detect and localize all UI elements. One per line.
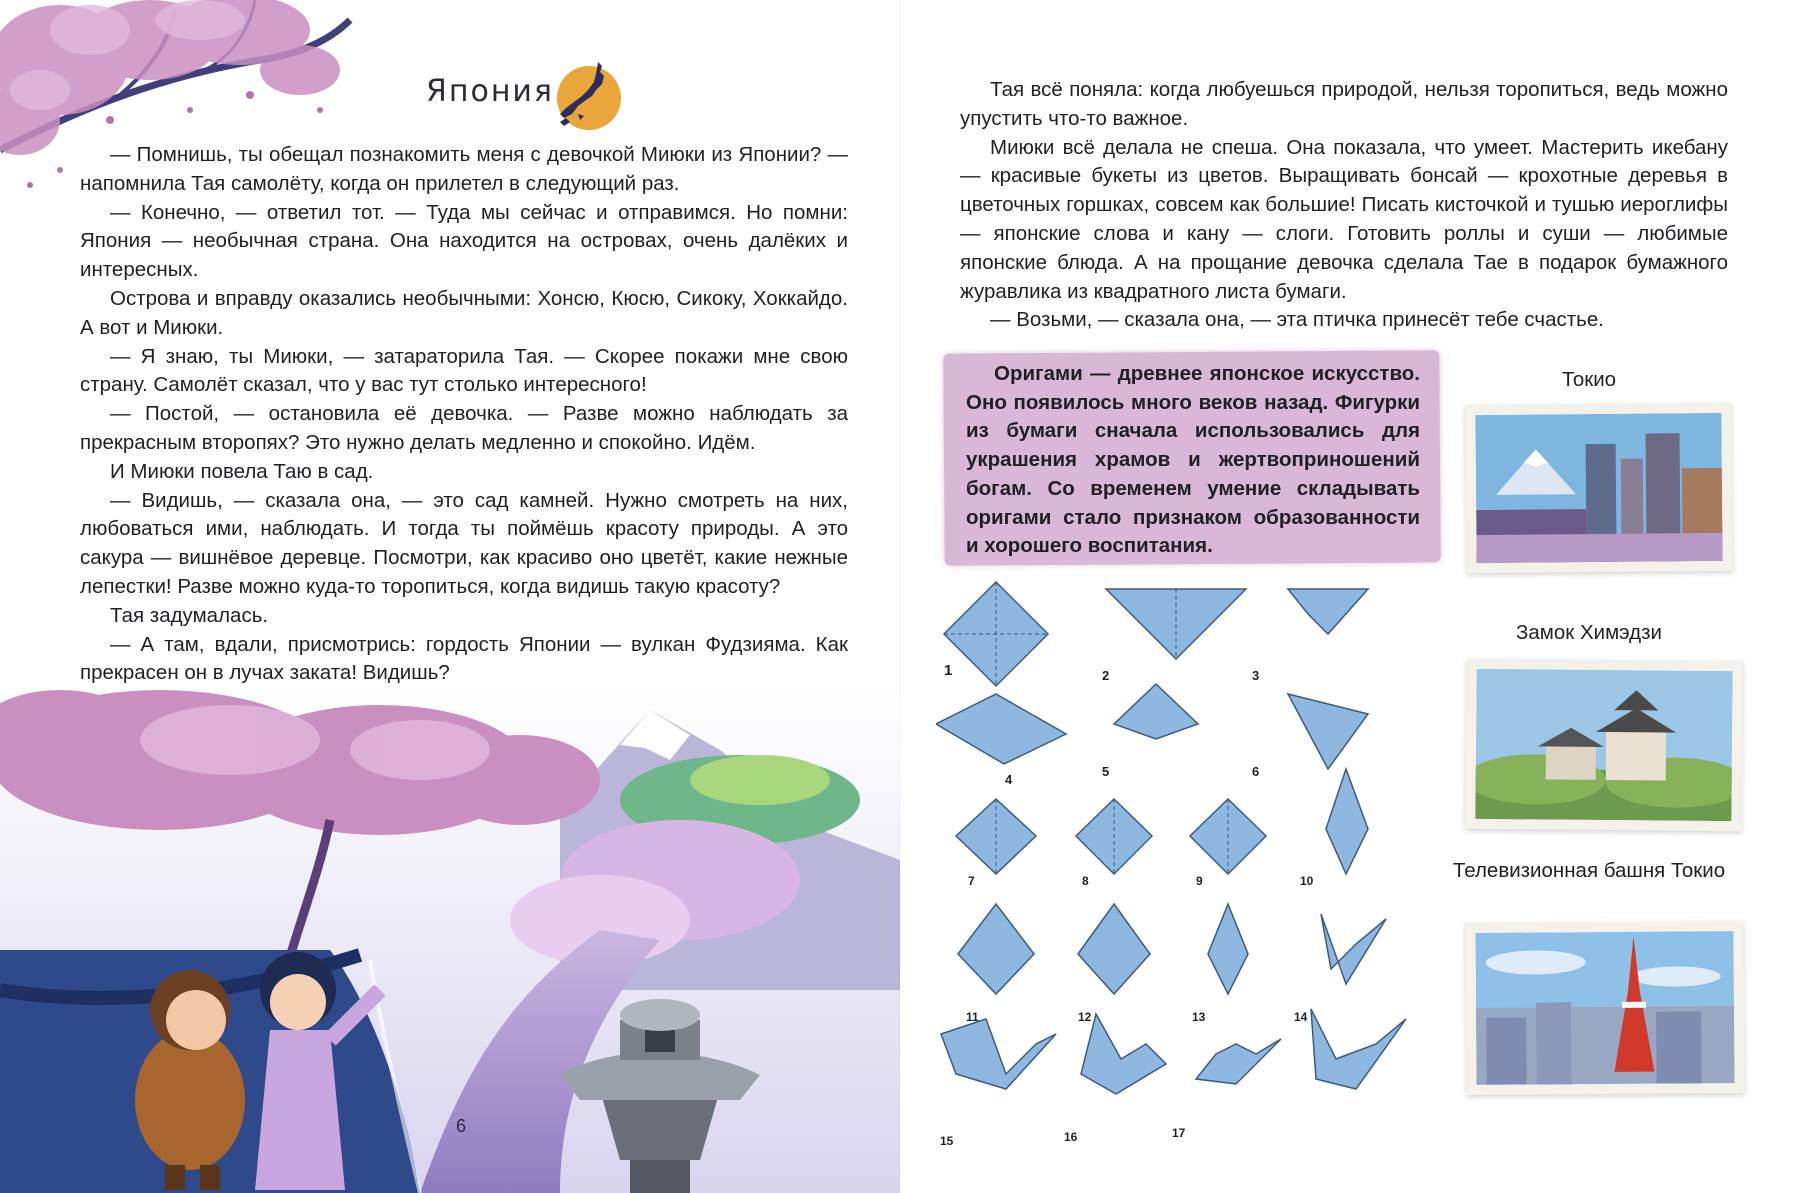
step-number: 6 (1252, 764, 1260, 779)
step-number: 14 (1294, 1010, 1308, 1024)
photo-himeji-castle (1465, 659, 1742, 831)
step-number: 15 (940, 1134, 954, 1148)
paragraph: И Миюки повела Таю в сад. (110, 459, 374, 483)
paragraph: — Видишь, — сказала она, — это сад камней. Нужно смотреть на них, любоваться ими, наблюдать. И тогда ты поймёшь красоту природы. А это сакура — вишнёвое деревце. Посмотри, как красиво оно цветёт, какие нежные лепестки! Разве можно куда-то торопиться, когда видишь такую красоту? (80, 488, 848, 598)
paragraph: — Я знаю, ты Миюки, — затараторила Тая. — Скорее покажи мне свою страну. Самолёт сказал, что у вас тут столько интересного! (80, 344, 848, 397)
chapter-title: Япония (426, 74, 554, 109)
step-number: 5 (1102, 764, 1110, 779)
tokyo-skyline-image (1475, 413, 1722, 563)
japanese-garden-illustration (0, 690, 900, 1193)
step-number: 11 (966, 1010, 979, 1024)
himeji-castle-image (1475, 669, 1732, 821)
tokyo-tower-image (1475, 931, 1734, 1085)
paragraph: — А там, вдали, присмотрись: гордость Японии — вулкан Фудзияма. Как прекрасен он в лучах заката! Видишь? (80, 632, 848, 685)
step-number: 4 (1005, 772, 1013, 787)
step-number: 1 (944, 662, 953, 679)
photo-caption-tokyo-tower: Телевизионная башня Токио (1452, 859, 1726, 882)
step-number: 10 (1300, 874, 1314, 888)
photo-caption-himeji: Замок Химэдзи (1516, 621, 1662, 644)
paragraph: Острова и вправду оказались необычными: Хонсю, Кюсю, Сикоку, Хоккайдо. А вот и Миюки. (80, 286, 848, 339)
paragraph: Миюки всё делала не спеша. Она показала, что умеет. Мастерить икебану — красивые букеты из цветов. Выращивать бонсай — крохотные деревья в цветочных горшках, совсем как большие! Писать кисточкой и тушью иероглифы — японские слова и кану — слоги. Готовить роллы и суши — любимые японские блюда. А на прощание девочка сделала Тае в подарок бумажного журавлика из квадратного листа бумаги. (960, 135, 1728, 303)
chapter-heading (420, 44, 630, 134)
info-paragraph: Оригами — древнее японское искусство. Оно появилось много веков назад. Фигурки из бумаги сначала использовались для украшения храмов и жертвоприношений богам. Со временем умение складывать оригами стало признаком образованности и хорошего воспитания. (966, 362, 1420, 558)
paragraph: — Постой, — остановила её девочка. — Разве можно наблюдать за прекрасным второпях? Это нужно делать медленно и спокойно. Идём. (80, 402, 848, 454)
step-number: 13 (1192, 1010, 1206, 1024)
paragraph: — Возьми, — сказала она, — эта птичка принесёт тебе счастье. (990, 308, 1604, 332)
origami-info-text (966, 360, 1420, 561)
paragraph: — Конечно, — ответил тот. — Туда мы сейчас и отправимся. Но помни: Япония — необычная страна. Она находится на островах, очень далёких и интересных. (80, 200, 848, 282)
step-number: 8 (1082, 874, 1089, 888)
paragraph: Тая задумалась. (110, 603, 269, 627)
step-number: 16 (1064, 1130, 1078, 1144)
story-text-left (80, 141, 848, 688)
photo-tokyo (1465, 403, 1732, 573)
page-number: 6 (456, 1116, 467, 1136)
photo-tokyo-tower (1465, 921, 1744, 1095)
step-number: 12 (1078, 1010, 1092, 1024)
paragraph: Тая всё поняла: когда любуешься природой, нельзя торопиться, ведь можно упустить что-то важное. (960, 78, 1728, 130)
origami-crane-steps-diagram (936, 574, 1456, 1154)
japan-map-sun-icon (548, 56, 626, 134)
story-text-right (960, 76, 1728, 335)
step-number: 2 (1102, 668, 1110, 683)
photo-caption-tokyo: Токио (1561, 368, 1617, 391)
step-number: 7 (968, 874, 975, 888)
step-number: 17 (1172, 1126, 1186, 1140)
book-gutter (899, 0, 901, 1193)
step-number: 3 (1252, 668, 1260, 683)
step-number: 9 (1196, 874, 1203, 888)
paragraph: — Помнишь, ты обещал познакомить меня с девочкой Миюки из Японии? — напомнила Тая самолёту, когда он прилетел в следующий раз. (80, 143, 848, 195)
